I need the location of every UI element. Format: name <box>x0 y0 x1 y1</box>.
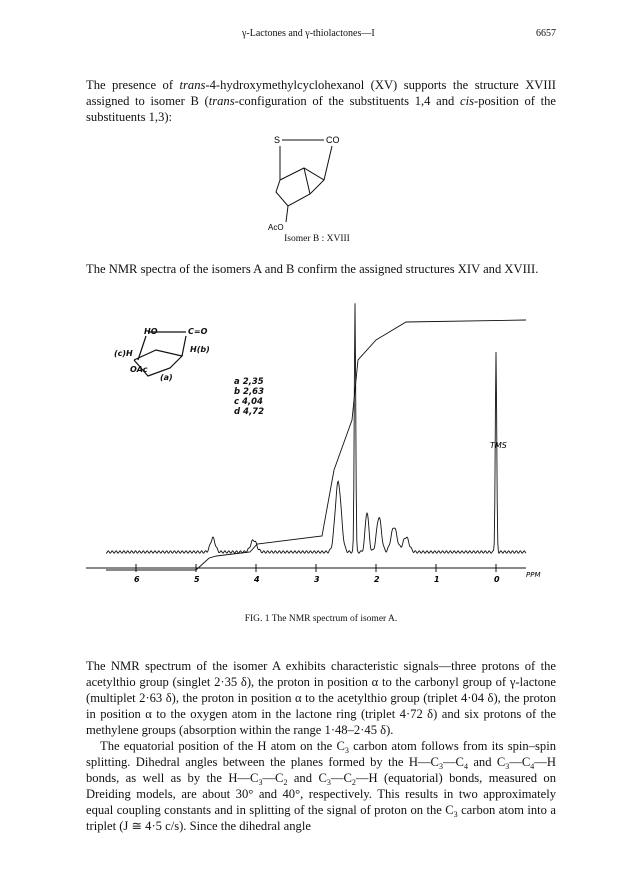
inset-label-ch: (c)H <box>114 349 133 358</box>
inset-shift-c: c 4,04 <box>234 397 263 407</box>
structure-caption: Isomer B : XVIII <box>284 234 350 244</box>
inset-shift-list <box>234 377 264 417</box>
chemical-structure-xviii <box>262 132 372 232</box>
x-tick-label-2: 2 <box>374 575 380 584</box>
inset-shift-a: a 2,35 <box>234 377 264 387</box>
paragraph-3: The NMR spectrum of the isomer A exhibits characteristic signals—three protons of the acetylthio group (singlet 2·35 δ), the proton in position α to the carbonyl group of γ-lactone (multiplet 2·63 δ), the proton in position α to the acetylthio group (triplet 4·04 δ), the proton in position α to the oxygen atom in the lactone ring (triplet 4·72 δ) and six protons of the methylene groups (absorption within the range 1·48–2·45 δ). <box>86 659 556 737</box>
x-tick-label-6: 6 <box>134 575 140 584</box>
integration-curve <box>106 320 526 570</box>
x-tick-label-1: 1 <box>434 575 440 584</box>
nmr-spectrum-chart <box>86 300 556 600</box>
inset-label-a: (a) <box>160 373 173 382</box>
inset-label-oac: OAc <box>130 365 148 374</box>
page-number: 6657 <box>536 28 556 39</box>
inset-label-co: C=O <box>188 327 208 336</box>
x-axis-unit: PPM <box>526 571 541 579</box>
atom-label-co: CO <box>326 135 340 145</box>
x-tick-label-0: 0 <box>494 575 500 584</box>
inset-label-h0: HO <box>144 327 158 336</box>
paragraph-4: The equatorial position of the H atom on the $C_3$ carbon atom follows from its spin–spin splitting. Dihedral angles between the planes formed by the $H—C_3—C_4$ and $C_3—C_4—H$ bonds, as well as by the $H—C_3—C_2$ and $C_3—C_2—H$ (equatorial) bonds, measured on Dreiding models, are about 30° and 40°, respectively. This results in two approximately equal coupling constants and in splitting of the signal of proton on the $C_3$ carbon atom into a triplet (J ≅ 4·5 c/s). Since the dihedral angle <box>86 739 557 833</box>
figure-caption: FIG. 1 The NMR spectrum of isomer A. <box>244 614 398 624</box>
running-title: γ-Lactones and γ-thiolactones—I <box>242 28 375 39</box>
atom-label-s: S <box>274 135 281 145</box>
tms-label: TMS <box>490 441 507 450</box>
x-tick-label-4: 4 <box>254 575 260 584</box>
paragraph-1: The presence of trans-4-hydroxymethylcyclohexanol (XV) supports the structure XVIII assigned to isomer B (trans-configuration of the substituents 1,4 and cis-position of the substituents 1,3): <box>86 78 556 124</box>
paragraph-2: The NMR spectra of the isomers A and B confirm the assigned structures XIV and XVIII. <box>86 262 539 276</box>
spectrum-trace <box>106 303 526 553</box>
x-tick-label-5: 5 <box>194 575 200 584</box>
inset-shift-d: d 4,72 <box>234 407 265 417</box>
inset-shift-b: b 2,63 <box>234 387 265 397</box>
x-tick-label-3: 3 <box>314 575 320 584</box>
inset-label-hb: H(b) <box>190 345 210 354</box>
atom-label-aco: AcO <box>268 223 284 232</box>
